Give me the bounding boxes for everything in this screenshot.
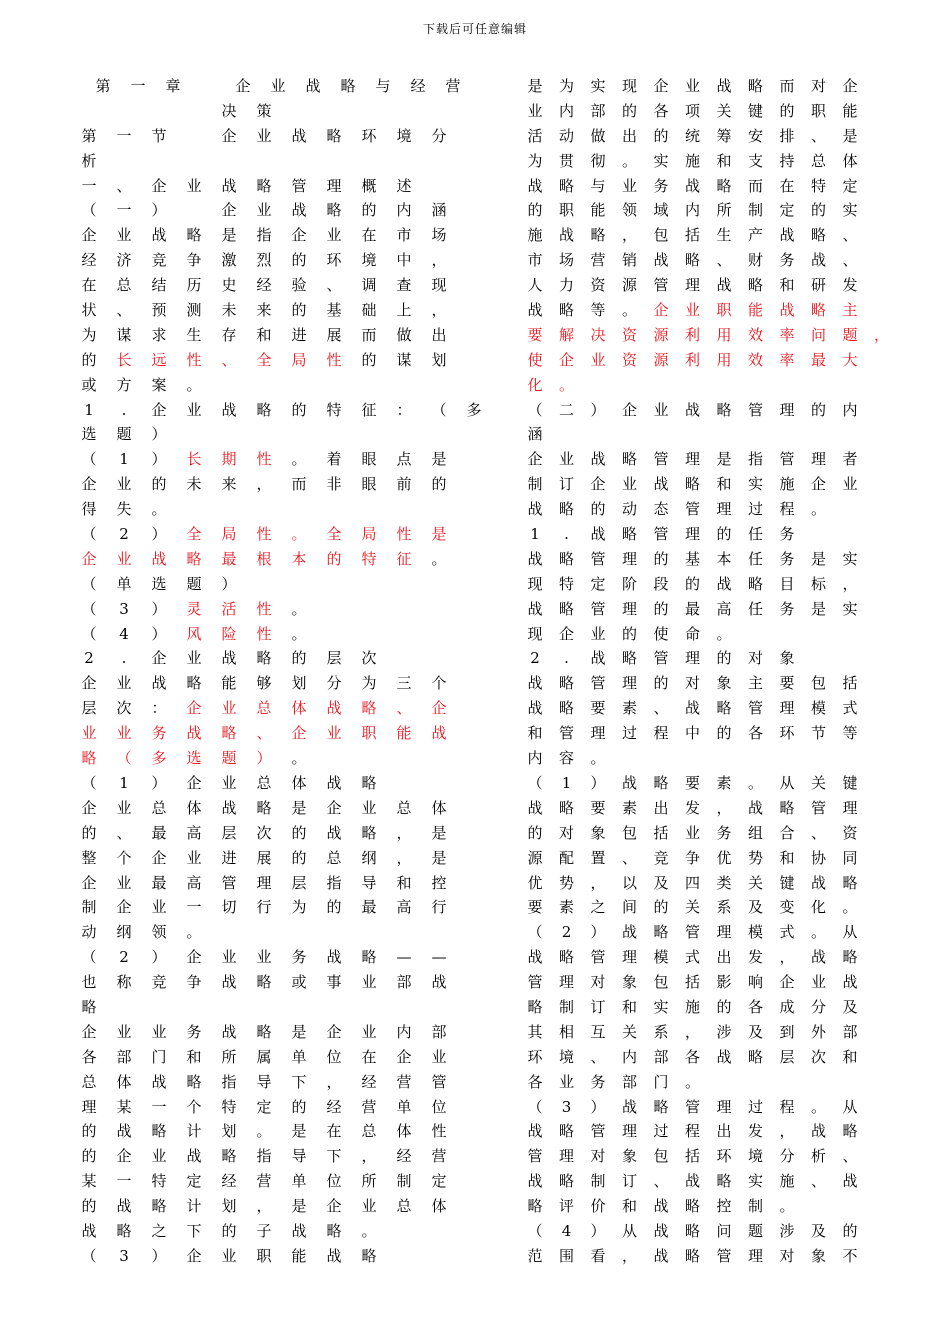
right-text-line [524,1095,864,1120]
left-column [78,74,482,1269]
body-text: 战 略 要 素 出 发 ， 战 略 管 理 [527,798,858,817]
body-text: 现 特 定 阶 段 的 战 略 目 标 ， [527,574,858,593]
right-text-line [524,447,864,472]
right-text-line [524,622,864,647]
body-text: 管 理 对 象 包 括 影 响 企 业 战 [527,973,858,992]
body-text: 制 企 业 一 切 行 为 的 最 高 行 [81,898,447,917]
right-text-line [524,348,864,373]
right-text-line [524,671,864,696]
left-text-line [78,671,447,696]
right-text-line [524,323,889,348]
body-text: 经 济 竞 争 激 烈 的 环 境 中 ， [81,251,447,270]
left-text-line [78,646,442,671]
right-text-line [524,99,864,124]
body-text: 战 略 的 动 态 管 理 过 程 。 [527,500,826,519]
body-text: （ 1 ） [81,450,167,469]
right-text-line [524,298,864,323]
left-text-line [78,373,442,398]
body-text: 层 次 ： [81,699,167,718]
body-text: 理 某 一 个 特 定 的 经 营 单 位 [81,1097,447,1116]
body-text: 析 [81,151,97,170]
left-text-line [78,746,442,771]
body-text: 和 管 理 过 程 中 的 各 环 节 等 [527,724,858,743]
right-text-line [524,995,864,1020]
left-text-line [78,348,447,373]
right-text-line [524,1219,864,1244]
body-text: 为 谋 求 生 存 和 进 展 而 做 出 [81,325,447,344]
right-text-line [524,945,864,970]
left-text-line [78,1194,447,1219]
left-text-line [78,273,447,298]
body-text: 范 围 看 ， 战 略 管 理 对 象 不 [527,1246,858,1265]
body-text: 企 业 战 略 能 够 划 分 为 三 个 [81,674,447,693]
left-text-line [78,1119,447,1144]
body-text: 2 . 企 业 战 略 的 层 次 [84,649,377,668]
body-text: 决 策 [221,101,272,120]
highlighted-text: 企 业 战 略 最 根 本 的 特 征 [81,549,412,568]
left-text-line [78,995,442,1020]
left-text-line [78,597,442,622]
body-text [183,127,218,145]
right-text-line [524,1169,864,1194]
body-text: 一 、 企 业 战 略 管 理 概 述 [81,176,412,195]
right-text-line [524,472,864,497]
right-text-line [524,373,864,398]
left-text-line [78,1244,442,1269]
body-text: 战 略 与 业 务 战 略 而 在 特 定 [527,176,858,195]
body-text: 1 . 企 业 战 略 的 特 征 ： （ 多 [84,400,482,419]
body-text: 状 、 预 测 未 来 的 基 础 上 ， [81,301,447,320]
body-text: （ 2 ） 企 业 业 务 战 略 — — [81,948,447,967]
right-text-line [524,149,864,174]
right-text-line [524,522,864,547]
highlighted-text: 略 （ 多 选 题 ） [81,749,272,768]
body-text: 的 谋 划 [361,350,447,369]
body-text: 企 业 的 未 来 ， 而 非 眼 前 的 [81,475,447,494]
right-text-line [524,174,864,199]
body-text: 。 着 眼 点 是 [291,450,447,469]
body-text: 略 评 价 和 战 略 控 制 。 [527,1197,795,1216]
body-text: 1 . 战 略 管 理 的 任 务 [530,525,795,544]
right-text-line [524,646,864,671]
left-text-line [78,447,447,472]
body-text: 在 总 结 历 史 经 验 、 调 查 现 [81,276,447,295]
body-text: 战 略 管 理 的 基 本 任 务 是 实 [527,549,858,568]
body-text: （ 3 ） 战 略 管 理 过 程 。 从 [527,1097,858,1116]
highlighted-text: 灵 活 性 [186,599,272,618]
body-text: 的 战 略 计 划 ， 是 企 业 总 体 [81,1197,447,1216]
right-text-line [524,1244,864,1269]
highlighted-text: 使 企 业 资 源 利 用 效 率 最 大 [527,350,858,369]
body-text: （ 4 ） 从 战 略 问 题 涉 及 的 [527,1221,858,1240]
body-text: 企 业 战 略 管 理 是 指 管 理 者 [527,450,858,469]
right-text-line [524,198,864,223]
left-text-line [78,323,447,348]
right-text-line [524,497,864,522]
right-text-line [524,1144,864,1169]
right-text-line [524,572,864,597]
body-text: （ 单 选 题 ） [81,574,237,593]
left-text-line [78,1219,442,1244]
body-text: 战 略 要 素 、 战 略 管 理 模 式 [527,699,858,718]
left-text-line [78,149,442,174]
body-text: 第 一 章 [95,77,181,95]
left-text-line [78,174,442,199]
body-text: 是 为 实 现 企 业 战 略 而 对 企 [527,77,858,95]
highlighted-text: 全 局 性 。 全 局 性 是 [186,525,447,544]
body-text: （ 2 ） 战 略 管 理 模 式 。 从 [527,923,858,942]
body-text: 总 体 战 略 指 导 下 ， 经 营 管 [81,1072,447,1091]
right-text-line [524,970,864,995]
left-text-line [78,1070,447,1095]
body-text: 的 、 最 高 层 次 的 战 略 ， 是 [81,823,447,842]
left-text-line [78,398,482,423]
body-text: 的 企 业 战 略 指 导 下 ， 经 营 [81,1147,447,1166]
body-text: 得 失 。 [81,500,167,519]
left-text-line [78,74,461,99]
body-text: 第 一 节 [81,126,167,145]
body-text: 动 纲 领 。 [81,923,202,942]
left-text-line [78,696,447,721]
body-text: 战 略 之 下 的 子 战 略 。 [81,1221,377,1240]
right-text-line [524,895,864,920]
right-text-line [524,597,864,622]
body-text: 战 略 制 订 、 战 略 实 施 、 战 [527,1172,858,1191]
highlighted-text: 业 业 务 战 略 、 企 业 职 能 战 [81,724,447,743]
body-text [197,77,232,95]
right-text-line [524,547,864,572]
left-text-line [78,223,447,248]
body-text: 的 对 象 包 括 业 务 组 合 、 资 [527,823,858,842]
highlighted-text: 企 业 总 体 战 略 、 企 [186,699,447,718]
body-text: （ 3 ） [81,599,167,618]
left-text-line [78,248,447,273]
body-text: 涵 [527,425,543,444]
body-text: 战 略 管 理 的 最 高 任 务 是 实 [527,599,858,618]
highlighted-text: 长 远 性 、 全 局 性 [116,350,342,369]
left-text-line [78,497,442,522]
body-text: 内 容 。 [527,749,606,768]
right-text-line [524,746,864,771]
body-text: 。 [291,599,307,618]
body-text: 的 [81,350,97,369]
body-text: （ 1 ） 战 略 要 素 。 从 关 键 [527,773,858,792]
body-text: 人 力 资 源 管 理 战 略 和 研 发 [527,276,858,295]
left-text-line [78,895,447,920]
body-text: 也 称 竞 争 战 略 或 事 业 部 战 [81,973,447,992]
body-text: 现 企 业 的 使 命 。 [527,624,732,643]
right-text-line [524,74,864,99]
body-text: 施 战 略 ， 包 括 生 产 战 略 、 [527,226,858,245]
left-text-line [78,298,447,323]
left-text-line [78,198,447,223]
right-text-line [524,223,864,248]
left-text-line [78,522,447,547]
right-text-line [524,1045,864,1070]
body-text: 战 略 管 理 过 程 出 发 ， 战 略 [527,1122,858,1141]
body-text: （ 4 ） [81,624,167,643]
body-text: 企 业 总 体 战 略 是 企 业 总 体 [81,798,447,817]
body-text: 企 业 业 务 战 略 是 企 业 内 部 [81,1022,447,1041]
right-text-line [524,273,864,298]
right-text-line [524,422,864,447]
right-text-line [524,821,864,846]
right-text-line [524,721,864,746]
body-text: 要 素 之 间 的 关 系 及 变 化 。 [527,898,858,917]
left-text-line [78,1045,447,1070]
left-text-line [78,821,447,846]
right-text-line [524,1020,864,1045]
right-text-line [524,248,864,273]
body-text: 2 . 战 略 管 理 的 对 象 [530,649,795,668]
left-text-line [78,1020,447,1045]
body-text: 企 业 最 高 管 理 层 指 导 和 控 [81,873,447,892]
body-text: 略 [81,997,97,1016]
left-text-line [78,572,442,597]
left-text-line [78,920,442,945]
body-text: 。 [431,549,447,568]
body-text: 战 略 等 。 [527,301,637,320]
left-text-line [78,547,447,572]
highlighted-text: 企 业 职 能 战 略 主 [653,301,858,320]
right-text-line [524,696,864,721]
body-text [183,201,218,219]
body-text: （ 3 ） 企 业 职 能 战 略 [81,1246,377,1265]
body-text: 。 [291,749,307,768]
body-text: 战 略 管 理 模 式 出 发 ， 战 略 [527,948,858,967]
right-text-line [524,398,864,423]
body-text: （ 二 ） 企 业 战 略 管 理 的 内 [527,400,858,419]
left-text-line [78,846,447,871]
body-text: 制 订 企 业 战 略 和 实 施 企 业 [527,475,858,494]
highlighted-text: 风 险 性 [186,624,272,643]
left-text-line [78,472,447,497]
body-text: 战 略 管 理 的 对 象 主 要 包 括 [527,674,858,693]
right-text-line [524,1119,864,1144]
right-text-line [524,796,864,821]
highlighted-text: 化 。 [527,375,574,394]
left-text-line [78,1144,447,1169]
left-text-line [78,970,447,995]
body-text: 优 势 ， 以 及 四 类 关 键 战 略 [527,873,858,892]
right-text-line [524,124,864,149]
body-text: 或 方 案 。 [81,375,202,394]
right-text-line [524,920,864,945]
left-text-line [78,871,447,896]
body-text: 业 内 部 的 各 项 关 键 的 职 能 [527,101,858,120]
left-text-line [78,99,442,124]
body-text: 的 战 略 计 划 。 是 在 总 体 性 [81,1122,447,1141]
right-text-line [524,1070,864,1095]
left-text-line [78,945,447,970]
left-text-line [78,771,442,796]
right-column [524,74,889,1269]
page-header: 下载后可任意编辑 [422,22,527,36]
right-text-line [524,846,864,871]
right-text-line [524,871,864,896]
highlighted-text: 要 解 决 资 源 利 用 效 率 问 题 ， [527,325,889,344]
body-text: 企 业 战 略 与 经 营 [235,77,461,95]
body-text: 选 题 ） [81,425,167,444]
body-text: 企 业 战 略 的 内 涵 [221,201,447,220]
body-text: 各 业 务 部 门 。 [527,1072,700,1091]
body-text: 源 配 置 、 竞 争 优 势 和 协 同 [527,848,858,867]
body-text: 企 业 战 略 环 境 分 [221,126,447,145]
body-text: 为 贯 彻 。 实 施 和 支 持 总 体 [527,151,858,170]
highlighted-text: 长 期 性 [186,450,272,469]
left-text-line [78,1095,447,1120]
body-text: 的 职 能 领 域 内 所 制 定 的 实 [527,201,858,220]
left-text-line [78,1169,447,1194]
body-text: （ 一 ） [81,201,167,220]
body-text: （ 2 ） [81,525,167,544]
right-text-line [524,1194,864,1219]
body-text: 其 相 互 关 系 ， 涉 及 到 外 部 [527,1022,858,1041]
left-text-line [78,422,442,447]
body-text: 某 一 特 定 经 营 单 位 所 制 定 [81,1172,447,1191]
right-text-line [524,771,864,796]
body-text: 各 部 门 和 所 属 单 位 在 企 业 [81,1047,447,1066]
body-text: 市 场 营 销 战 略 、 财 务 战 、 [527,251,858,270]
body-text: 活 动 做 出 的 统 筹 安 排 、 是 [527,126,858,145]
left-text-line [78,622,442,647]
body-text: 整 个 企 业 进 展 的 总 纲 ， 是 [81,848,447,867]
left-text-line [78,721,447,746]
left-text-line [78,796,447,821]
body-text: 企 业 战 略 是 指 企 业 在 市 场 [81,226,447,245]
body-text: 。 [291,624,307,643]
body-text: 环 境 、 内 部 各 战 略 层 次 和 [527,1047,858,1066]
body-text: 略 制 订 和 实 施 的 各 成 分 及 [527,997,858,1016]
body-text: （ 1 ） 企 业 总 体 战 略 [81,773,377,792]
body-text: 管 理 对 象 包 括 环 境 分 析 、 [527,1147,858,1166]
left-text-line [78,124,447,149]
